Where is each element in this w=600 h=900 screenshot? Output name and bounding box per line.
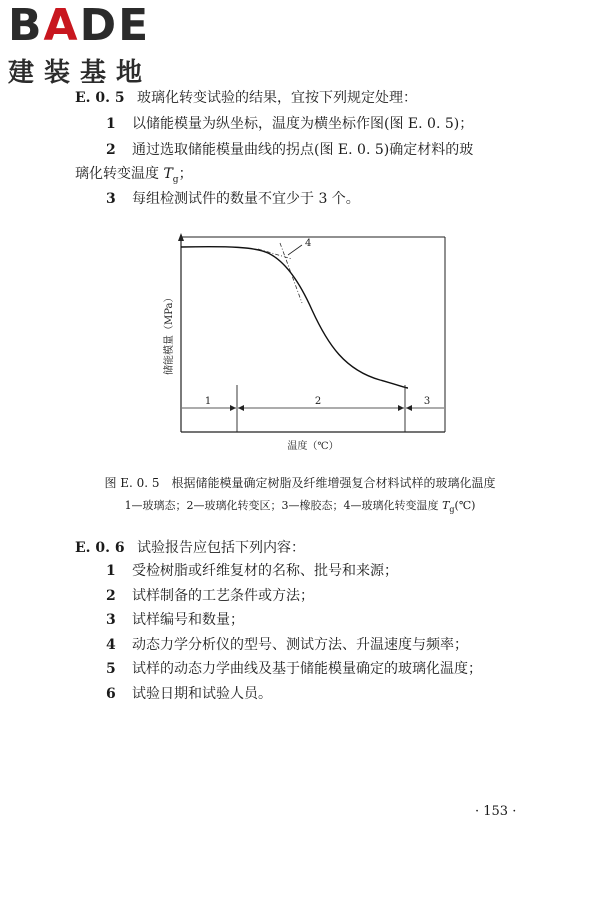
figure-caption: 图 E. 0. 5 根据储能模量确定树脂及纤维增强复合材料试样的玻璃化温度 [104, 476, 496, 490]
item-number: 3 [106, 191, 116, 207]
region-2-arrowhead-left [238, 405, 244, 411]
storage-modulus-figure [150, 225, 460, 465]
item-text: 试样制备的工艺条件或方法； [132, 588, 314, 604]
list-item [106, 189, 360, 209]
logo-letters: B [8, 0, 44, 51]
item-text: 每组检测试件的数量不宜少于 3 个。 [132, 191, 360, 207]
item-number: 2 [106, 142, 116, 158]
region-2-label: 2 [314, 396, 322, 407]
list-item-continuation [75, 164, 193, 190]
logo-accent-letter: A [43, 0, 80, 51]
item-number: 2 [106, 588, 116, 604]
region-1-label: 1 [204, 396, 212, 407]
callout-4-label: 4 [305, 238, 312, 249]
x-axis-label: 温度（℃） [287, 441, 339, 452]
item-text: 通过选取储能模量曲线的拐点(图 E. 0. 5)确定材料的玻 [132, 142, 474, 158]
item-text: 试验日期和试验人员。 [132, 686, 272, 702]
section-title: 试验报告应包括下列内容： [137, 540, 305, 556]
logo-subtitle: 建装基地 [8, 58, 153, 88]
list-item [106, 610, 244, 630]
list-item [106, 561, 398, 581]
legend-tg-subscript: g [449, 505, 455, 515]
tg-subscript: g [172, 174, 179, 185]
section-number: E. 0. 6 [75, 540, 125, 556]
list-item [106, 140, 473, 160]
region-3-label: 3 [423, 396, 431, 407]
legend-unit: (℃) [454, 499, 476, 512]
list-item [106, 114, 473, 134]
callout-leader [288, 245, 302, 255]
figure-legend [0, 497, 600, 514]
item-text-cont: 璃化转变温度 [75, 166, 164, 182]
item-text: 动态力学分析仪的型号、测试方法、升温速度与频率； [132, 637, 468, 653]
item-text-end: ； [178, 166, 193, 182]
tg-variable: T [163, 166, 173, 182]
item-text: 试样编号和数量； [132, 612, 244, 628]
y-axis-label: 储能模量（MPa） [164, 292, 175, 375]
storage-modulus-curve [181, 247, 408, 388]
list-item [106, 586, 314, 606]
item-number: 6 [106, 686, 116, 702]
section-number: E. 0. 5 [75, 90, 125, 106]
list-item [106, 635, 468, 655]
item-text: 受检树脂或纤维复材的名称、批号和来源； [132, 563, 398, 579]
item-text: 以储能模量为纵坐标，温度为横坐标作图(图 E. 0. 5)； [132, 116, 474, 132]
item-text: 试样的动态力学曲线及基于储能模量确定的玻璃化温度； [132, 661, 482, 677]
item-number: 5 [106, 661, 116, 677]
item-number: 3 [106, 612, 116, 628]
item-number: 1 [106, 116, 116, 132]
section-title: 玻璃化转变试验的结果，宜按下列规定处理： [137, 90, 417, 106]
legend-text: 1—玻璃态；2—玻璃化转变区；3—橡胶态；4—玻璃化转变温度 [124, 499, 443, 512]
list-item [106, 684, 272, 704]
section-e06-heading [75, 538, 305, 558]
region-1-arrowhead [230, 405, 236, 411]
list-item [106, 659, 482, 679]
section-e05-heading [75, 88, 417, 108]
logo-letters-suffix: DE [79, 0, 151, 51]
logo-wordmark [8, 2, 150, 50]
item-number: 4 [106, 637, 116, 653]
region-3-arrowhead [406, 405, 412, 411]
item-number: 1 [106, 563, 116, 579]
region-2-arrowhead-right [398, 405, 404, 411]
legend-tg-variable: T [442, 499, 450, 512]
page-number: · 153 · [475, 804, 517, 819]
